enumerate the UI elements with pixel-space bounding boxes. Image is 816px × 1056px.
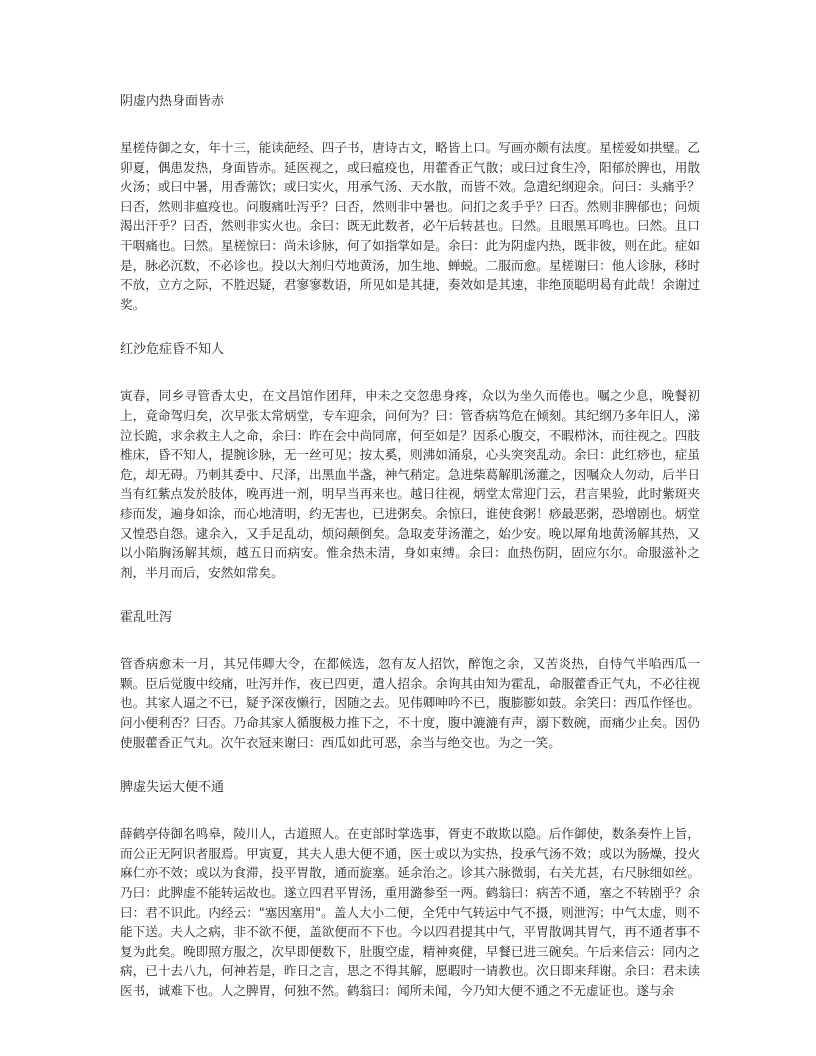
section-title: 脾虚失运大便不通 [120, 780, 225, 796]
section-body: 寅春，同乡寻管香太史，在文昌馆作团拜，申未之交忽患身疼，众以为坐久而倦也。嘱之少息，晚餐初上，竟命驾归矣，次早张太常炳堂，专车迎余，问何为？曰：管香病笃危在倾刻。其纪纲乃多年旧人，涕泣长跪，求余救主人之命，余曰：昨在会中尚同席，何至如是？因系心腹交，不暇栉沐，而往视之。四肢椎床，昏不知人，提腕诊脉，无一丝可见；按太奚，则沸如涌泉，心头突突乱动。余曰：此红痧也，症虽危，却无碍。乃刺其委中、尺泽，出黑血半盏，神气稍定。急进柴葛解肌汤灌之，因嘱众人勿动，后半日当有红紫点发於肢体，晚再进一剂，明早当再来也。越日往视，炳堂太常迎门云，君言果验，此时紫斑夹疹而发，遍身如涂，而心地清明，约无害也，已进粥矣。余惊曰，谁使食粥！痧最恶粥，恐增剧也。炳堂又惶恐自怨。逮余入，又手足乱动，烦闷颠倒矣。急取麦芽汤灌之，始少安。晚以犀角地黄汤解其热，又以小陷胸汤解其烦，越五日而病安。惟余热未清，身如束缚。余曰：血热伤阴，固应尔尔。命服滋补之剂，半月而后，安然如常矣。 [120, 388, 700, 580]
section-spleen-deficiency [120, 780, 700, 1000]
document-page [120, 94, 700, 1029]
section-cholera [120, 610, 700, 752]
section-title: 霍乱吐泻 [120, 610, 173, 626]
section-body: 星槎侍御之女，年十三，能读葩经、四子书，唐诗古文，略皆上口。写画亦颇有法度。星槎爱如拱璧。乙卯夏，偶患发热，身面皆赤。延医视之，或曰瘟疫也，用藿香正气散；或曰过食生冷，阳郁於脾也，用散火汤；或曰中暑，用香薷饮；或曰实火，用承气汤、天水散，而皆不效。急遣纪纲迎余。问曰：头痛乎？曰否，然则非瘟疫也。问腹痛吐泻乎？曰否，然则非中暑也。问扪之炙手乎？曰否。然则非脾郁也；问烦渴出汗乎？曰否，然则非实火也。余曰：既无此数者，必午后转甚也。曰然。且眼黑耳鸣也。曰然。且口干咽痛也。曰然。星槎惊曰：尚未诊脉，何了如指掌如是。余曰：此为阴虚内热，既非彼，则在此。症如是，脉必沉数，不必诊也。投以大剂归芍地黄汤，加生地、蝉蜕。二服而愈。星槎谢曰：他人诊脉，移时不放，立方之际，不胜迟疑，君寥寥数语，所见如是其捷，奏效如是其速，非绝顶聪明曷有此哉！余谢过奖。 [120, 140, 700, 312]
section-body: 管香病愈未一月，其兄伟卿大令，在都候选，忽有友人招饮，醉饱之余，又苦炎热，自恃气半啗西瓜一颗。臣后觉腹中绞痛，吐泻并作，夜已四更，遣人招余。余询其由知为霍乱，命服藿香正气丸，不必往视也。其家人逼之不已，疑予深夜懒行，因随之去。见伟卿呻吟不已，腹膨膨如鼓。余笑曰：西瓜作怪也。问小便利否？曰否。乃命其家人循腹极力推下之，不十度，腹中漉漉有声，溺下数碗，而痛少止矣。因仍使服藿香正气丸。次午衣冠来谢曰：西瓜如此可恶，余当与绝交也。为之一笑。 [120, 656, 700, 750]
section-yin-deficiency [120, 94, 700, 314]
section-body: 薛鹤亭侍御名鸣皋，陵川人，古道照人。在吏部时掌选事，胥吏不敢欺以隐。后作御使，数条奏忤上旨，而公正无阿识者服焉。甲寅夏，其夫人患大便不通，医士或以为实热，投承气汤不效；或以为肠燥，投火麻仁亦不效；或以为食滞，投平胃散，通而旋塞。延余治之。诊其六脉微弱，右关尤甚，右尺脉细如丝。乃曰：此脾虚不能转运故也。遂立四君平胃汤，重用潞参至一两。鹤翁曰：病苦不通，塞之不转剧乎？余曰：君不识此。内经云："塞因塞用"。盖人大小二便，全凭中气转运中气不摄，则泄泻；中气太虚，则不能下送。夫人之病，非不欲不便，盖欲便而不下也。今以四君提其中气，平胃散调其胃气，再不通者事不复为此矣。晚即照方服之，次早即便数下，肚腹空虚，精神爽健，早餐已进三碗矣。午后来信云：同内之病，已十去八九，何神若是，昨日之言，思之不得其解，愿暇时一请教也。次日即来拜谢。余曰：君未读医书，诚难下也。人之脾胃，何独不然。鹤翁曰：闻所未闻，今乃知大便不通之不无虚证也。遂与余 [120, 826, 700, 998]
section-title: 红沙危症昏不知人 [120, 342, 225, 358]
section-red-sand [120, 342, 700, 582]
section-title: 阴虚内热身面皆赤 [120, 94, 225, 109]
